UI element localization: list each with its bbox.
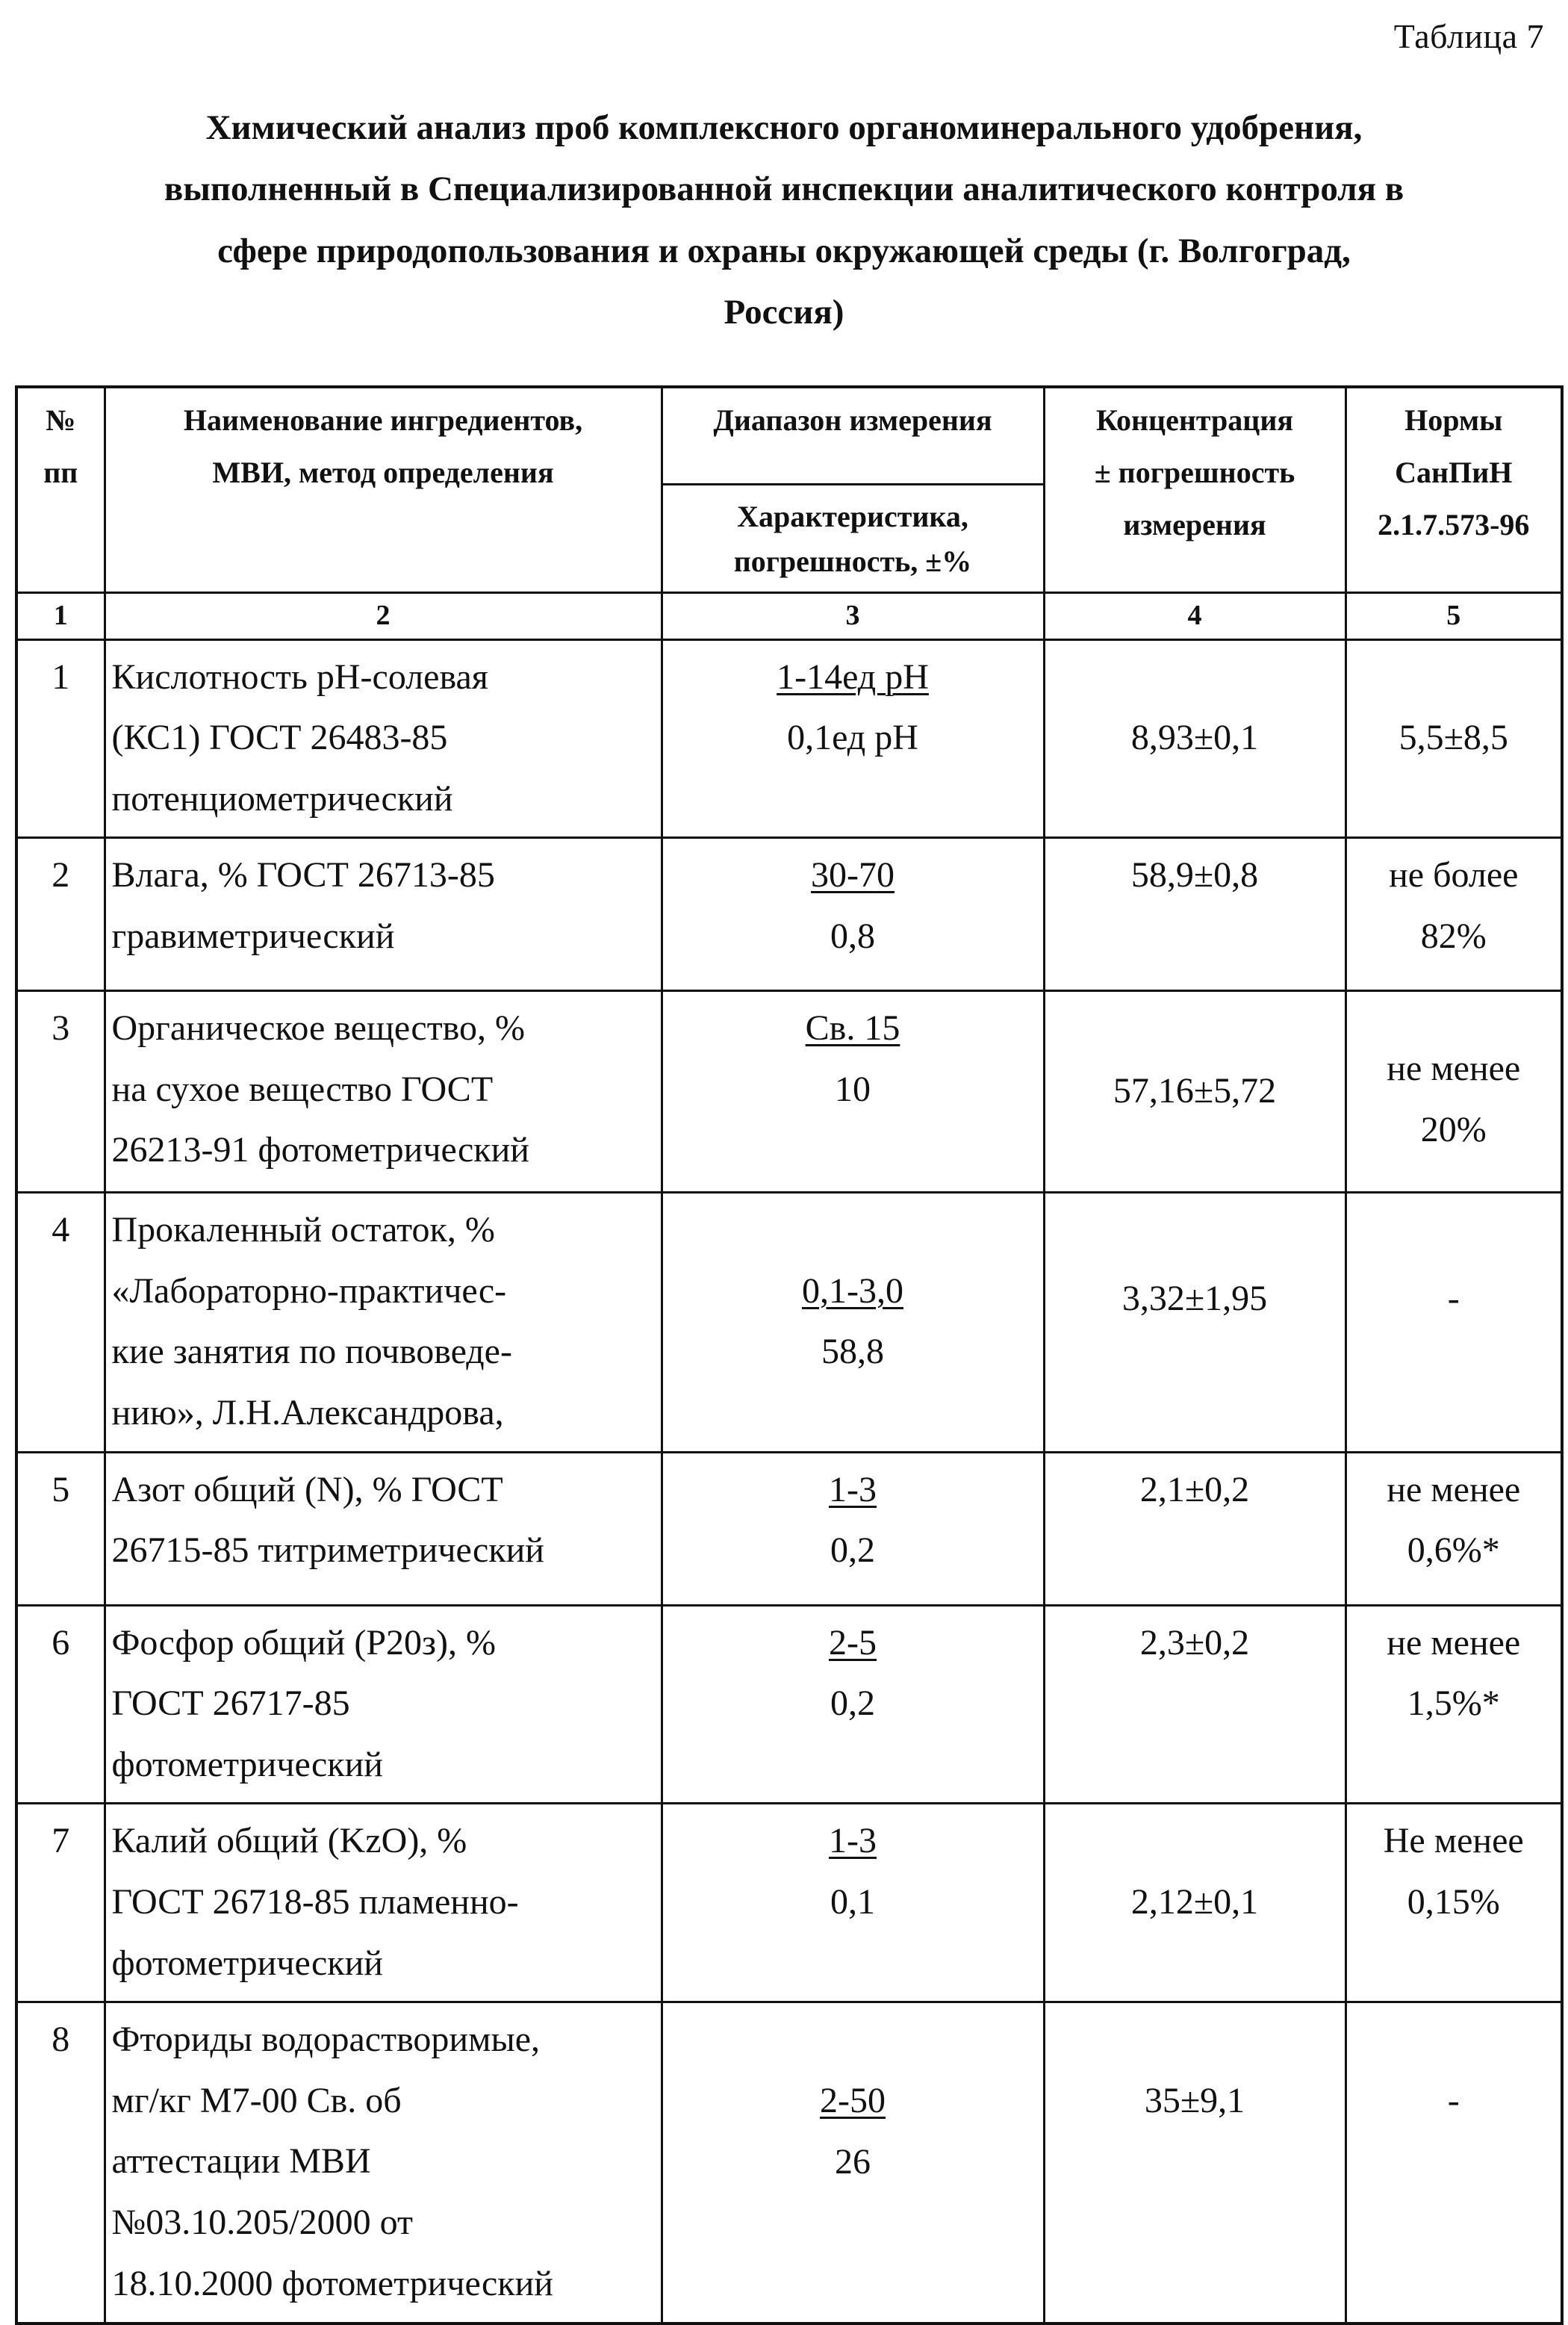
title-line: Химический анализ проб комплексного органоминерального удобрения, [15, 97, 1553, 158]
column-number: 2 [105, 592, 662, 639]
table-row [16, 2002, 1562, 2324]
title-line: Россия) [15, 282, 1553, 343]
error-value: 58,8 [663, 1321, 1043, 1382]
table-row [16, 991, 1562, 1193]
range-value: 1-3 [663, 1459, 1043, 1521]
column-number-row [16, 592, 1562, 639]
ingredient-name: Фториды водорастворимые, мг/кг М7-00 Св. об аттестации МВИ №03.10.205/2000 от 18.10.2000 фотометрический [105, 2002, 662, 2324]
column-number: 3 [662, 592, 1044, 639]
range-value: 1-3 [663, 1810, 1043, 1872]
row-number: 8 [16, 2002, 105, 2324]
range-value: 1-14ед рН [663, 647, 1043, 708]
table-row [16, 1804, 1562, 2002]
error-value: 10 [663, 1059, 1043, 1120]
range-cell [662, 2002, 1044, 2324]
header-sanpin-norms: Нормы СанПиН 2.1.7.573-96 [1345, 387, 1562, 592]
header-number: № пп [16, 387, 105, 592]
concentration-value: 2,3±0,2 [1044, 1605, 1345, 1804]
range-cell [662, 1193, 1044, 1452]
concentration-value: 3,32±1,95 [1044, 1193, 1345, 1452]
header-characteristic-error: Характеристика, погрешность, ±% [662, 484, 1044, 592]
norm-value: Не менее 0,15% [1345, 1804, 1562, 2002]
concentration-value: 8,93±0,1 [1044, 639, 1345, 838]
column-number: 5 [1345, 592, 1562, 639]
norm-value: не менее 0,6%* [1345, 1452, 1562, 1605]
row-number: 1 [16, 639, 105, 838]
table-row [16, 1193, 1562, 1452]
norm-value: не более 82% [1345, 838, 1562, 991]
range-cell [662, 991, 1044, 1193]
norm-value: не менее 20% [1345, 991, 1562, 1193]
row-number: 5 [16, 1452, 105, 1605]
concentration-value: 2,1±0,2 [1044, 1452, 1345, 1605]
error-value: 26 [663, 2132, 1043, 2193]
range-cell [662, 639, 1044, 838]
header-ingredient-name: Наименование ингредиентов, МВИ, метод определения [105, 387, 662, 592]
norm-value: 5,5±8,5 [1345, 639, 1562, 838]
table-row [16, 1452, 1562, 1605]
range-value: 2-5 [663, 1612, 1043, 1674]
concentration-value: 35±9,1 [1044, 2002, 1345, 2324]
table-number-label: Таблица 7 [1394, 16, 1544, 56]
range-value: 0,1-3,0 [663, 1261, 1043, 1322]
range-value: 2-50 [663, 2070, 1043, 2132]
ingredient-name: Калий общий (KzO), % ГОСТ 26718-85 пламенно- фотометрический [105, 1804, 662, 2002]
row-number: 7 [16, 1804, 105, 2002]
norm-value: не менее 1,5%* [1345, 1605, 1562, 1804]
column-number: 4 [1044, 592, 1345, 639]
title-line: выполненный в Специализированной инспекции аналитического контроля в [15, 158, 1553, 220]
ingredient-name: Кислотность рН-солевая (КС1) ГОСТ 26483-85 потенциометрический [105, 639, 662, 838]
error-value: 0,1ед рН [663, 707, 1043, 769]
row-number: 4 [16, 1193, 105, 1452]
range-value: Св. 15 [663, 998, 1043, 1059]
error-value: 0,2 [663, 1673, 1043, 1734]
ingredient-name: Прокаленный остаток, % «Лабораторно-практичес- кие занятия по почвоведе- нию», Л.Н.Александрова, [105, 1193, 662, 1452]
header-concentration: Концентрация ± погрешность измерения [1044, 387, 1345, 592]
range-cell [662, 1452, 1044, 1605]
title-line: сфере природопользования и охраны окружающей среды (г. Волгоград, [15, 220, 1553, 282]
row-number: 6 [16, 1605, 105, 1804]
document-title [15, 97, 1553, 343]
error-value: 0,2 [663, 1520, 1043, 1581]
row-number: 2 [16, 838, 105, 991]
column-number: 1 [16, 592, 105, 639]
header-measurement-range: Диапазон измерения [662, 387, 1044, 484]
ingredient-name: Азот общий (N), % ГОСТ 26715-85 титриметрический [105, 1452, 662, 1605]
analysis-table [15, 385, 1564, 2325]
range-value: 30-70 [663, 845, 1043, 906]
range-cell [662, 1605, 1044, 1804]
concentration-value: 58,9±0,8 [1044, 838, 1345, 991]
table-header [16, 387, 1562, 592]
concentration-value: 2,12±0,1 [1044, 1804, 1345, 2002]
ingredient-name: Фосфор общий (Р20з), % ГОСТ 26717-85 фотометрический [105, 1605, 662, 1804]
table-row [16, 639, 1562, 838]
error-value: 0,1 [663, 1872, 1043, 1933]
concentration-value: 57,16±5,72 [1044, 991, 1345, 1193]
table-row [16, 1605, 1562, 1804]
ingredient-name: Влага, % ГОСТ 26713-85 гравиметрический [105, 838, 662, 991]
table-row [16, 838, 1562, 991]
row-number: 3 [16, 991, 105, 1193]
error-value: 0,8 [663, 906, 1043, 967]
range-cell [662, 1804, 1044, 2002]
ingredient-name: Органическое вещество, % на сухое вещество ГОСТ 26213-91 фотометрический [105, 991, 662, 1193]
range-cell [662, 838, 1044, 991]
norm-value: - [1345, 1193, 1562, 1452]
norm-value: - [1345, 2002, 1562, 2324]
